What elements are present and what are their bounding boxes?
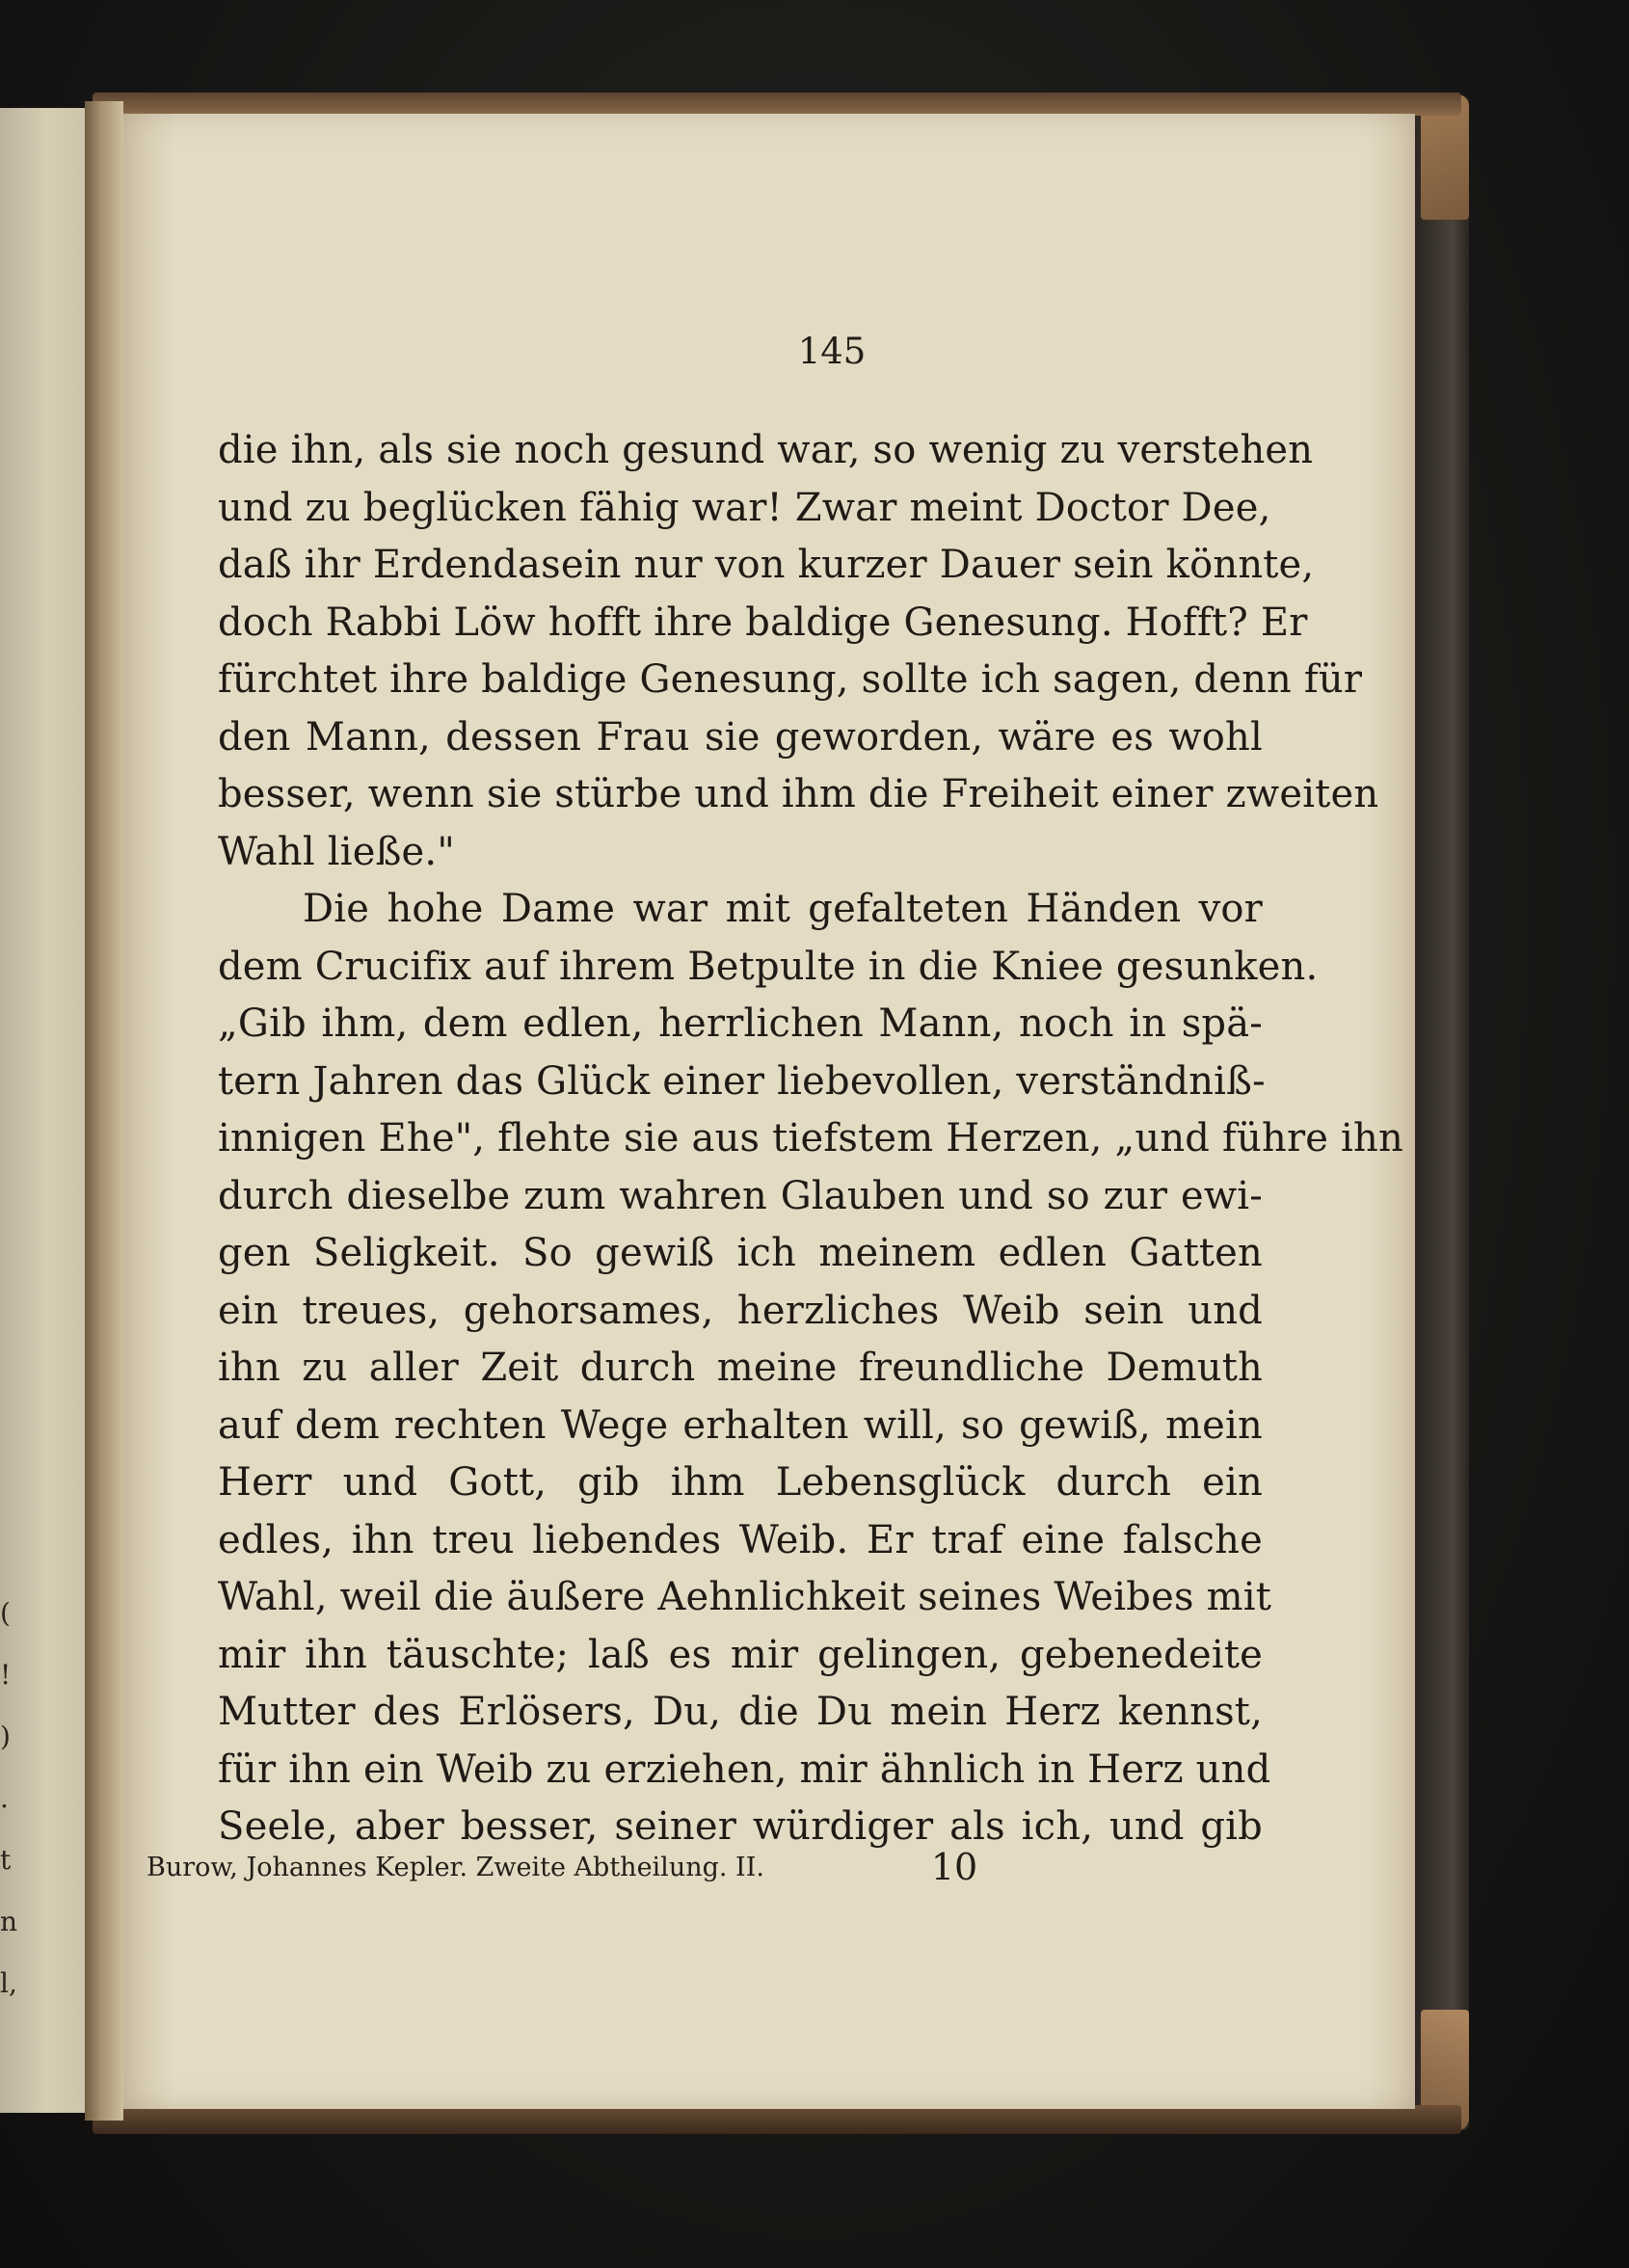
- book-page: [123, 114, 1415, 2109]
- text-line: Wahl ließe.": [218, 829, 455, 874]
- text-line: Herr und Gott, gib ihm Lebensglück durch ein: [218, 1460, 1263, 1505]
- book-cover-edge: [1415, 96, 1469, 2130]
- sheet-signature-number: 10: [930, 1846, 978, 1888]
- text-line: innigen Ehe", flehte sie aus tiefstem Herzen, „und führe ihn: [218, 1116, 1403, 1161]
- cover-board-top: [93, 93, 1461, 116]
- prev-mark: ): [0, 1721, 11, 1752]
- text-line: den Mann, dessen Frau sie geworden, wäre es wohl: [218, 714, 1263, 760]
- previous-page-edge: [0, 108, 88, 2113]
- page-number: 145: [797, 331, 867, 372]
- text-line: durch dieselbe zum wahren Glauben und so zur ewi-: [218, 1173, 1263, 1218]
- prev-mark: (: [0, 1597, 11, 1629]
- text-line: die ihn, als sie noch gesund war, so wenig zu verstehen: [218, 428, 1314, 472]
- text-line: auf dem rechten Wege erhalten will, so gewiß, mein: [218, 1402, 1263, 1448]
- text-line: besser, wenn sie stürbe und ihm die Freiheit einer zweiten: [218, 772, 1379, 816]
- text-line: ein treues, gehorsames, herzliches Weib sein und: [218, 1288, 1263, 1333]
- prev-mark: .: [0, 1782, 9, 1814]
- text-line: Mutter des Erlösers, Du, die Du mein Herz kennst,: [218, 1690, 1263, 1734]
- text-line: daß ihr Erdendasein nur von kurzer Dauer sein könnte,: [218, 543, 1315, 587]
- text-line: und zu beglücken fähig war! Zwar meint Doctor Dee,: [218, 485, 1271, 530]
- prev-mark: !: [0, 1659, 12, 1691]
- body-text: [218, 422, 1403, 1856]
- cover-board-bottom: [93, 2105, 1461, 2134]
- text-line: ihn zu aller Zeit durch meine freundliche Demuth: [218, 1346, 1263, 1390]
- prev-mark: l,: [0, 1967, 17, 1999]
- previous-page-text-fragments: [0, 1583, 19, 2026]
- text-line: fürchtet ihre baldige Genesung, sollte ich sagen, denn für: [218, 657, 1363, 702]
- text-line: für ihn ein Weib zu erziehen, mir ähnlich in Herz und: [218, 1747, 1271, 1792]
- text-line: dem Crucifix auf ihrem Betpulte in die Kniee gesunken.: [218, 944, 1319, 989]
- text-line: Seele, aber besser, seiner würdiger als ich, und gib: [218, 1804, 1263, 1849]
- prev-mark: n: [0, 1906, 18, 1937]
- text-line: mir ihn täuschte; laß es mir gelingen, gebenedeite: [218, 1632, 1263, 1677]
- book-gutter: [85, 101, 123, 2121]
- text-line: gen Seligkeit. So gewiß ich meinem edlen Gatten: [218, 1231, 1263, 1275]
- text-line: doch Rabbi Löw hofft ihre baldige Genesung. Hofft? Er: [218, 600, 1308, 645]
- text-line: „Gib ihm, dem edlen, herrlichen Mann, noch in spä-: [218, 1001, 1263, 1046]
- text-line: Die hohe Dame war mit gefalteten Händen vor: [303, 887, 1263, 931]
- text-line: edles, ihn treu liebendes Weib. Er traf eine falsche: [218, 1517, 1263, 1562]
- printer-signature-line: Burow, Johannes Kepler. Zweite Abtheilung. II.: [147, 1853, 764, 1882]
- prev-mark: t: [0, 1844, 12, 1876]
- text-line: Wahl, weil die äußere Aehnlichkeit seines Weibes mit: [218, 1575, 1271, 1619]
- text-line: tern Jahren das Glück einer liebevollen, verständniß-: [218, 1058, 1266, 1104]
